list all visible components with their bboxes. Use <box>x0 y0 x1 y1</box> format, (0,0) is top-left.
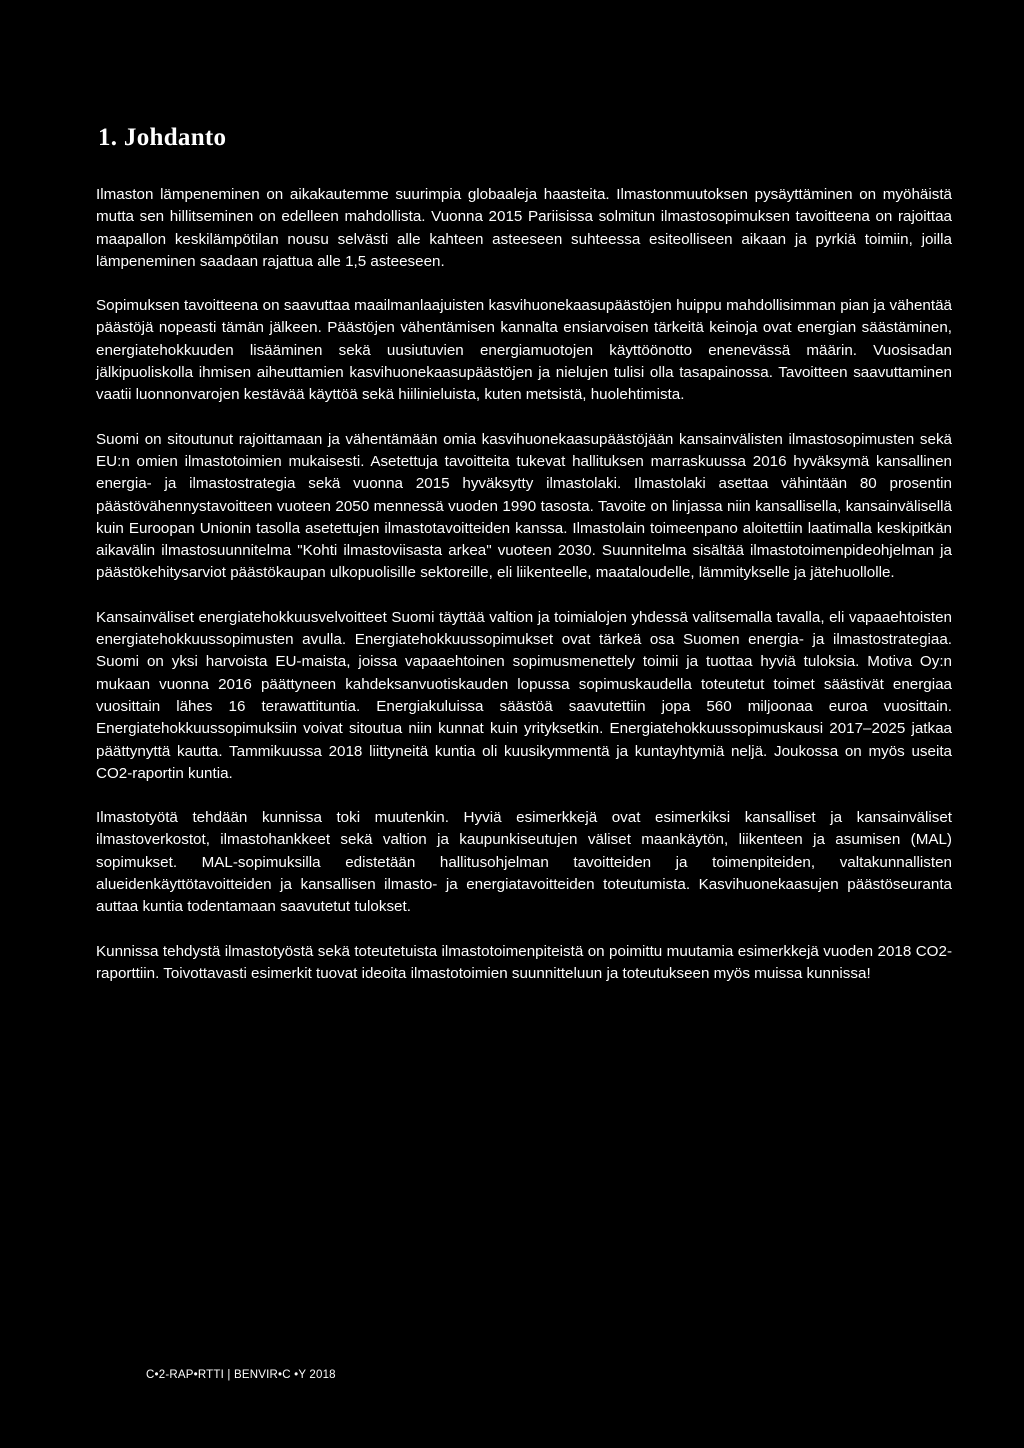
paragraph-intro: Ilmaston lämpeneminen on aikakautemme suurimpia globaaleja haasteita. Ilmastonmuutoksen pysäyttäminen on myöhäistä mutta sen hillitseminen on edelleen mahdollista. Vuonna 2015 Pariisissa solmitun ilmastosopimuksen tavoitteena on rajoittaa maapallon keskilämpötilan nousu selvästi alle kahteen asteeseen suhteessa esiteolliseen aikaan ja pyrkiä toimiin, joilla lämpeneminen saadaan rajattua alle 1,5 asteeseen. <box>96 186 952 270</box>
paragraph-examples: Kunnissa tehdystä ilmastotyöstä sekä toteutetuista ilmastotoimenpiteistä on poimittu muutamia esimerkkejä vuoden 2018 CO2-raporttiin. Toivottavasti esimerkit tuovat ideoita ilmastotoimien suunnitteluun ja toteutukseen myös muissa kunnissa! <box>96 942 952 982</box>
paragraph-municipal-climate-work: Ilmastotyötä tehdään kunnissa toki muutenkin. Hyviä esimerkkejä ovat esimerkiksi kansalliset ja kansainväliset ilmastoverkostot, ilmastohankkeet sekä valtion ja kaupunkiseutujen väliset maankäytön, liikenteen ja asumisen (MAL) sopimukset. MAL-sopimuksilla edistetään hallitusohjelman tavoitteiden ja toimenpiteiden, valtakunnallisten alueidenkäyttötavoitteiden ja kansallisen ilmasto- ja energiatavoitteiden toteutumista. Kasvihuonekaasujen päästöseuranta auttaa kuntia todentamaan saavutetut tulokset. <box>96 809 952 916</box>
paragraph-energy-efficiency: Kansainväliset energiatehokkuusvelvoitteet Suomi täyttää valtion ja toimialojen yhdessä valitsemalla tavalla, eli vapaaehtoisten energiatehokkuussopimusten avulla. Energiatehokkuussopimukset ovat tärkeä osa Suomen energia- ja ilmastostrategiaa. Suomi on yksi harvoista EU-maista, joissa vapaaehtoinen sopimusmenettely toimii ja tuottaa hyviä tuloksia. Motiva Oy:n mukaan vuonna 2016 päättyneen kahdeksanvuotiskauden lopussa sopimuskaudella toteutetut toimet säästivät energiaa vuosittain lähes 16 terawattituntia. Energiakuluissa säästöä saavutettiin jopa 560 miljoonaa euroa vuosittain. Energiatehokkuussopimuksiin voivat sitoutua niin kunnat kuin yrityksetkin. Energiatehokkuussopimuskausi 2017–2025 jatkaa päättynyttä kautta. Tammikuussa 2018 liittyneitä kuntia oli kuusikymmentä ja kuntayhtymiä neljä. Joukossa on myös useita CO2-raportin kuntia. <box>96 608 952 782</box>
paragraph-agreement-goals: Sopimuksen tavoitteena on saavuttaa maailmanlaajuisten kasvihuonekaasupäästöjen huippu mahdollisimman pian ja vähentää päästöjä nopeasti tämän jälkeen. Päästöjen vähentämisen kannalta ensiarvoisen tärkeitä keinoja ovat energian säästäminen, energiatehokkuuden lisääminen sekä uusiutuvien energiamuotojen käyttöönotto enenevässä määrin. Vuosisadan jälkipuoliskolla ihmisen aiheuttamien kasvihuonekaasupäästöjen ja nielujen tulisi olla tasapainossa. Tavoitteen saavuttaminen vaatii luonnonvarojen kestävää käyttöä sekä hiilinieluista, kuten metsistä, huolehtimista. <box>96 297 952 404</box>
paragraph-finland-commitments: Suomi on sitoutunut rajoittamaan ja vähentämään omia kasvihuonekaasupäästöjään kansainvälisten ilmastosopimusten sekä EU:n omien ilmastotoimien mukaisesti. Asetettuja tavoitteita tukevat hallituksen marraskuussa 2016 hyväksymä kansallinen energia- ja ilmastostrategia sekä vuonna 2015 hyväksytty ilmastolaki. Ilmastolaki asettaa vähintään 80 prosentin päästövähennystavoitteen vuoteen 2050 mennessä vuoden 1990 tasosta. Tavoite on linjassa niin kansallisella, kansainvälisellä kuin Euroopan Unionin tasolla asetettujen ilmastotavoitteiden kanssa. Ilmastolain toimeenpano aloitettiin laatimalla keskipitkän aikavälin ilmastosuunnitelma "Kohti ilmastoviisasta arkea" vuoteen 2030. Suunnitelma sisältää ilmastotoimenpideohjelman ja päästökehitysarviot päästökaupan ulkopuolisille sektoreille, eli liikenteelle, maataloudelle, lämmitykselle ja jätehuollolle. <box>96 430 952 582</box>
body-text <box>96 184 952 1007</box>
page-footer: C•2-RAP•RTTI | BENVIR•C •Y 2018 <box>146 1369 336 1381</box>
section-heading: 1. Johdanto <box>98 124 227 151</box>
